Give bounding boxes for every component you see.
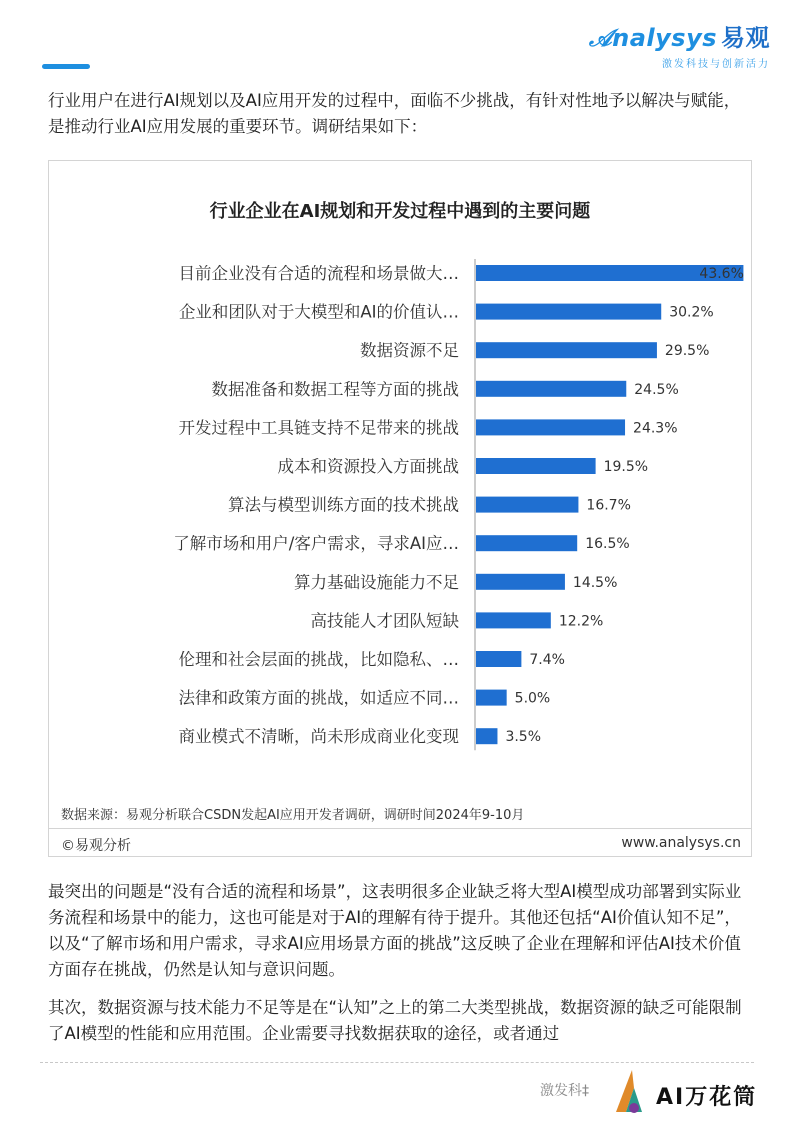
category-label: 开发过程中工具链支持不足带来的挑战 (178, 418, 459, 438)
bar (476, 690, 507, 706)
copyright-label: ©易观分析 (61, 838, 131, 854)
category-label: 数据资源不足 (360, 341, 459, 361)
body-paragraph-2: 其次，数据资源与技术能力不足等是在“认知”之上的第二大类型挑战，数据资源的缺乏可能限制了AI模型的性能和应用范围。企业需要寻找数据获取的途径，或者通过 (48, 998, 742, 1043)
bar-chart (49, 161, 753, 801)
chart-divider (49, 828, 751, 829)
footer-brand: AI万花筒 (656, 1085, 758, 1110)
category-label: 数据准备和数据工程等方面的挑战 (211, 379, 459, 399)
category-label: 法律和政策方面的挑战，如适应不同… (178, 688, 459, 708)
category-label: 成本和资源投入方面挑战 (277, 457, 459, 476)
category-label: 了解市场和用户/客户需求，寻求AI应… (173, 534, 459, 554)
bar (476, 728, 497, 744)
body-paragraph-1: 最突出的问题是“没有合适的流程和场景”，这表明很多企业缺乏将大型AI模型成功部署到实际业务流程和场景中的能力，这也可能是对于AI的理解有待于提升。其他还包括“AI价值认知不足”，以及“了解市场和用户需求，寻求AI应用场景方面的挑战”这反映了企业在理解和评估AI技术价值方面存在挑战，仍然是认知与意识问题。 (48, 882, 742, 979)
category-label: 算力基础设施能力不足 (294, 572, 459, 592)
value-label: 12.2% (558, 613, 604, 630)
value-label: 7.4% (529, 652, 565, 668)
logo-cn: 易观 (721, 24, 770, 52)
value-label: 3.5% (505, 729, 542, 746)
bar (476, 304, 661, 320)
category-label: 商业模式不清晰，尚未形成商业化变现 (178, 727, 459, 747)
footer-text: 激发科‡ (540, 1083, 589, 1099)
category-label: 企业和团队对于大模型和AI的价值认… (178, 302, 459, 322)
value-label: 16.5% (585, 536, 630, 553)
bar (476, 497, 578, 513)
section-accent-bar (42, 64, 90, 69)
bar (476, 612, 551, 628)
logo-slogan: 激发科技与创新活力 (662, 59, 770, 70)
category-label: 高技能人才团队短缺 (310, 611, 459, 631)
chart-title: 行业企业在AI规划和开发过程中遇到的主要问题 (209, 201, 591, 222)
bar (476, 381, 626, 397)
bar (476, 651, 521, 667)
value-label: 30.2% (669, 304, 714, 321)
value-label: 14.5% (572, 574, 618, 591)
category-label: 伦理和社会层面的挑战，比如隐私、… (178, 650, 459, 669)
logo-wordmark: 𝒜nalysys 易观 (588, 24, 770, 52)
value-label: 19.5% (603, 459, 649, 475)
intro-paragraph: 行业用户在进行AI规划以及AI应用开发的过程中，面临不少挑战，有针对性地予以解决与赋能，是推动行业AI应用发展的重要环节。调研结果如下： (48, 91, 741, 136)
value-label: 16.7% (586, 497, 631, 514)
bar (476, 419, 625, 435)
value-label: 24.5% (634, 381, 679, 398)
value-label: 5.0% (514, 690, 551, 707)
value-label: 24.3% (633, 420, 678, 437)
footer-divider (40, 1062, 754, 1063)
bar (476, 458, 596, 474)
category-label: 算法与模型训练方面的技术挑战 (228, 495, 459, 515)
bar (476, 535, 577, 551)
analysys-logo (589, 18, 770, 70)
bar (476, 342, 657, 358)
category-label: 目前企业没有合适的流程和场景做大… (178, 264, 459, 283)
value-label: 29.5% (664, 343, 710, 360)
logo-a-icon: 𝒜 (588, 24, 613, 52)
value-label: 43.6% (699, 266, 744, 282)
bar (476, 574, 565, 590)
website-link[interactable]: www.analysys.cn (621, 835, 741, 851)
chart-container (48, 160, 752, 857)
data-source-note: 数据来源：易观分析联合CSDN发起AI应用开发者调研，调研时间2024年9-10月 (61, 808, 525, 823)
